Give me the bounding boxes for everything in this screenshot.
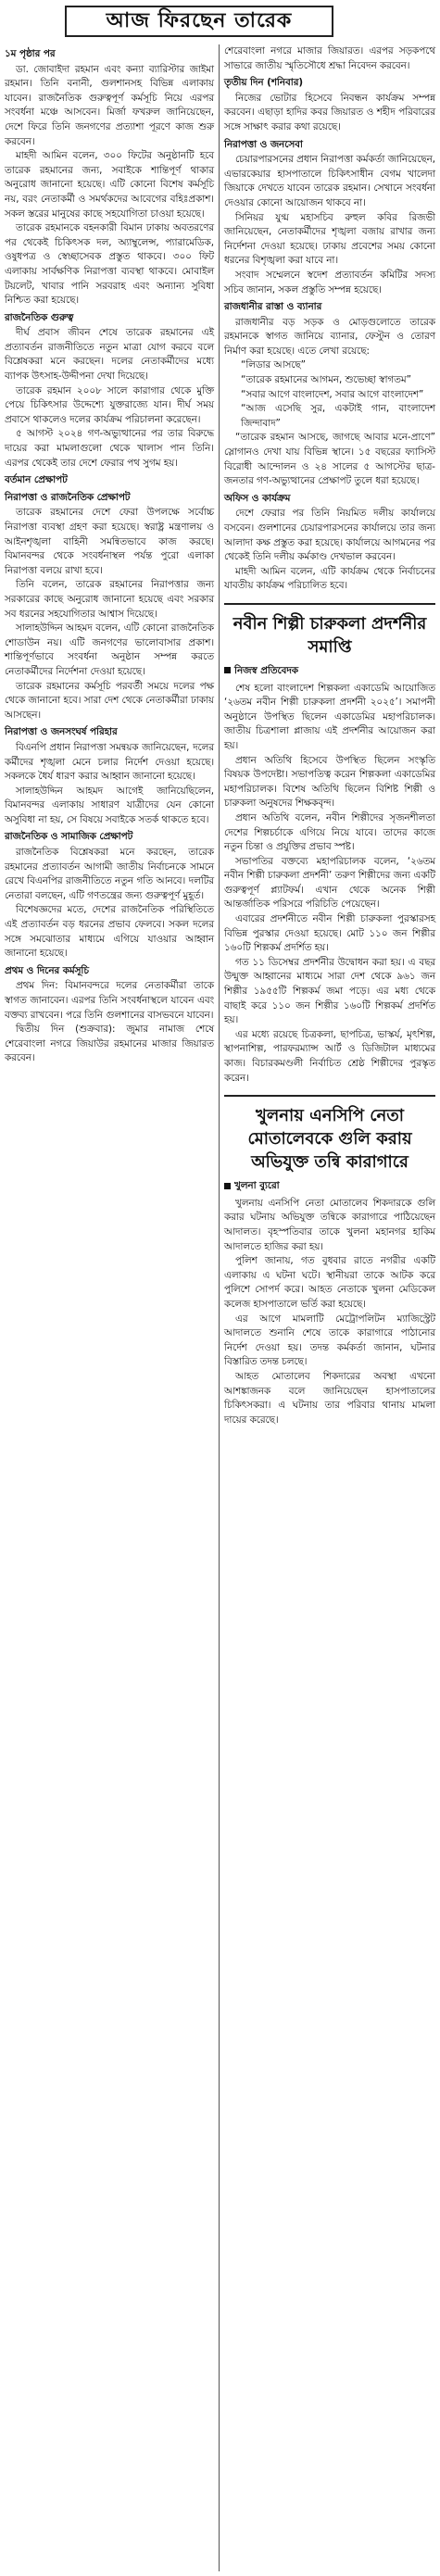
paragraph: প্রধান অতিথি বলেন, নবীন শিল্পীদের সৃজনশীলতা দেশের শিল্পচর্চাকে এগিয়ে নিয়ে যাবে। তাদের কাজে নতুন চিন্তা ও প্রযুক্তির প্রভাব স্পষ্ট। (224, 811, 435, 853)
paragraph: ডা. জোবাইদা রহমান এবং কন্যা ব্যারিস্টার জাইমা রহমান। তিনি বনানী, গুলশানসহ বিভিন্ন এলাকায় যাবেন। রাজনৈতিক গুরুত্বপূর্ণ কর্মসূচি নিয়ে এরপর সংবর্ধনা মঞ্চে আসবেন। মির্জা ফখরুল জানিয়েছেন, দেশে ফিরে তিনি জনগণের প্রত্যাশা পূরণে কাজ শুরু করবেন। (5, 63, 214, 147)
paragraph: “তারেক রহমান আসছে, জাগছে আবার মনে-প্রাণে” স্লোগানও দেখা যায় বিভিন্ন স্থানে। ১৫ বছরের ফ্যাসিস্ট বিরোধী আন্দোলন ও ২৪ সালের ৫ আগস্টের ছাত্র-জনতার গণ-অভ্যুত্থানের প্রেক্ষাপট তুলে ধরা হয়েছে। (224, 432, 435, 487)
paragraph: তারেক রহমানের কর্মসূচি পরবর্তী সময়ে দলের পক্ষ থেকে জানানো হবে। সারা দেশ থেকে নেতাকর্মীরা ঢাকায় আসছেন। (5, 680, 214, 721)
paragraph: তারেক রহমানকে বহনকারী বিমান ঢাকায় অবতরণের পর থেকেই চিকিৎসক দল, অ্যাম্বুলেন্স, প্যারামেডিক, ওষুধপত্র ও স্বেচ্ছাসেবক প্রস্তুত থাকবে। ৩০০ ফিট এলাকায় সার্বক্ষণিক নিরাপত্তা ব্যবস্থা থাকবে। মোবাইল টয়লেট, খাবার পানি সরবরাহ এবং অন্যান্য সুবিধা নিশ্চিত করা হয়েছে। (5, 222, 214, 307)
subhead: প্রথম ও দিনের কর্মসূচি (5, 964, 89, 976)
paragraph: সালাহউদ্দিন আহমদ আগেই জানিয়েছিলেন, বিমানবন্দর এলাকায় সাধারণ যাত্রীদের যেন কোনো অসুবিধা না হয়, সে বিষয়ে সবাইকে সতর্ক থাকতে হবে। (5, 785, 214, 825)
paragraph: সংবাদ সম্মেলনে স্বদেশ প্রত্যাবর্তন কমিটির সদস্য সচিব জানান, সকল প্রস্তুতি সম্পন্ন হয়েছে। (224, 269, 435, 295)
subhead: নিরাপত্তা ও জনসেবা (224, 138, 303, 150)
paragraph: তারেক রহমানের দেশে ফেরা উপলক্ষে সর্বোচ্চ নিরাপত্তা ব্যবস্থা গ্রহণ করা হয়েছে। স্বরাষ্ট্র মন্ত্রণালয় ও আইনশৃঙ্খলা বাহিনী সমন্বিতভাবে কাজ করছে। বিমানবন্দর থেকে সংবর্ধনাস্থল পর্যন্ত পুরো এলাকা নিরাপত্তা বলয়ে রাখা হবে। (5, 507, 214, 576)
article-title: খুলনায় এনসিপি নেতা মোতালেবকে গুলি করায় অভিযুক্ত তন্বি কারাগারে (247, 1106, 412, 1173)
paragraph: এবারের প্রদর্শনীতে নবীন শিল্পী চারুকলা পুরস্কারসহ বিভিন্ন পুরস্কার দেওয়া হয়েছে। মোট ১১০ জন শিল্পীর ১৬০টি শিল্পকর্ম প্রদর্শিত হয়। (224, 913, 435, 954)
paragraph: দীর্ঘ প্রবাস জীবন শেষে তারেক রহমানের এই প্রত্যাবর্তন রাজনীতিতে নতুন মাত্রা যোগ করবে বলে বিশ্লেষকরা মনে করছেন। দলের নেতাকর্মীদের মধ্যে ব্যাপক উৎসাহ-উদ্দীপনা দেখা দিয়েছে। (5, 327, 214, 383)
paragraph: শেরেবাংলা নগরে মাজার জিয়ারত। এরপর সড়কপথে সাভারে জাতীয় স্মৃতিসৌধে শ্রদ্ধা নিবেদন করবেন। (224, 45, 435, 71)
paragraph: পুলিশ জানায়, গত বুধবার রাতে নগরীর একটি এলাকায় এ ঘটনা ঘটে। স্থানীয়রা তাকে আটক করে পুলিশে সোপর্দ করে। আহত নেতাকে খুলনা মেডিকেল কলেজ হাসপাতালে ভর্তি করা হয়েছে। (224, 1255, 435, 1310)
paragraph: আহত মোতালেব শিকদারের অবস্থা এখনো আশঙ্কাজনক বলে জানিয়েছেন হাসপাতালের চিকিৎসকরা। এ ঘটনায় তার পরিবার থানায় মামলা দায়ের করেছে। (224, 1370, 435, 1426)
subhead: রাজনৈতিক গুরুত্ব (5, 311, 74, 323)
subhead: তৃতীয় দিন (শনিবার) (224, 77, 304, 89)
paragraph: প্রথম দিন: বিমানবন্দরে দলের নেতাকর্মীরা তাকে স্বাগত জানাবেন। এরপর তিনি সংবর্ধনাস্থলে যাবেন এবং বক্তব্য রাখবেন। পরে তিনি গুলশানের বাসভবনে যাবেন। (5, 980, 214, 1021)
subhead: বর্তমান প্রেক্ষাপট (5, 474, 68, 486)
paragraph: দেশে ফেরার পর তিনি নিয়মিত দলীয় কার্যালয়ে বসবেন। গুলশানের চেয়ারপারসনের কার্যালয়ে তার জন্য আলাদা কক্ষ প্রস্তুত করা হয়েছে। কার্যালয়ে আগমনের পর থেকেই তিনি দলীয় কর্মকাণ্ড দেখভাল করবেন। (224, 508, 435, 563)
paragraph: সালাহউদ্দিন আহমদ বলেন, এটি কোনো রাজনৈতিক শোডাউন নয়। এটি জনগণের ভালোবাসার প্রকাশ। শান্তিপূর্ণভাবে সংবর্ধনা অনুষ্ঠান সম্পন্ন করতে নেতাকর্মীদের নির্দেশনা দেওয়া হয়েছে। (5, 622, 214, 677)
left-column (5, 44, 214, 1066)
paragraph: দ্বিতীয় দিন (শুক্রবার): জুমার নামাজ শেষে শেরেবাংলা নগরে জিয়াউর রহমানের মাজার জিয়ারত করবেন। (5, 1024, 214, 1064)
banner-quote: “আজ এসেছি সুর, একটাই গান, বাংলাদেশ জিন্দাবাদ” (241, 403, 435, 429)
subhead: নিরাপত্তা ও জনসংঘর্ষ পরিহার (5, 726, 118, 738)
paragraph: খুলনায় এনসিপি নেতা মোতালেব শিকদারকে গুলি করার ঘটনায় অভিযুক্ত তন্বিকে কারাগারে পাঠিয়েছেন আদালত। বৃহস্পতিবার তাকে খুলনা মহানগর হাকিম আদালতে হাজির করা হয়। (224, 1197, 435, 1252)
paragraph: রাজনৈতিক বিশ্লেষকরা মনে করছেন, তারেক রহমানের প্রত্যাবর্তন আগামী জাতীয় নির্বাচনকে সামনে রেখে বিএনপির রাজনীতিতে নতুন গতি আনবে। দলটির নেতারা বলছেন, এটি গণতন্ত্রের জন্য গুরুত্বপূর্ণ মুহূর্ত। (5, 847, 214, 901)
paragraph: এর আগে মামলাটি মেট্রোপলিটন ম্যাজিস্ট্রেট আদালতে শুনানি শেষে তাকে কারাগারে পাঠানোর নির্দেশ দেওয়া হয়। তদন্ত কর্মকর্তা জানান, ঘটনার বিস্তারিত তদন্ত চলছে। (224, 1313, 435, 1368)
subhead: রাজধানীর রাস্তা ও ব্যানার (224, 301, 322, 313)
jump-label: ১ম পৃষ্ঠার পর (5, 48, 56, 59)
headline-box (65, 6, 333, 37)
paragraph: এর মধ্যে রয়েছে চিত্রকলা, ছাপচিত্র, ভাস্কর্য, মৃৎশিল্প, স্থাপনাশিল্প, পারফরম্যান্স আর্ট ও ডিজিটাল মাধ্যমের কাজ। বিচারকমণ্ডলী নির্বাচিত শ্রেষ্ঠ শিল্পীদের পুরস্কৃত করেন। (224, 1028, 435, 1084)
paragraph: তিনি বলেন, তারেক রহমানের নিরাপত্তার জন্য সরকারের কাছে অনুরোধ জানানো হয়েছে এবং সরকার সব ধরনের সহযোগিতার আশ্বাস দিয়েছে। (5, 579, 214, 620)
paragraph: রাজধানীর বড় সড়ক ও মোড়গুলোতে তারেক রহমানকে স্বাগত জানিয়ে ব্যানার, ফেস্টুন ও তোরণ নির্মাণ করা হয়েছে। এতে লেখা রয়েছে: (224, 316, 435, 357)
right-column (224, 44, 435, 1427)
paragraph: প্রধান অতিথি হিসেবে উপস্থিত ছিলেন সংস্কৃতি বিষয়ক উপদেষ্টা। সভাপতিত্ব করেন শিল্পকলা একাডেমির মহাপরিচালক। বিশেষ অতিথি ছিলেন বিশিষ্ট শিল্পী ও চারুকলা অনুষদের শিক্ষকবৃন্দ। (224, 754, 435, 810)
paragraph: সভাপতির বক্তব্যে মহাপরিচালক বলেন, ‘২৬তম নবীন শিল্পী চারুকলা প্রদর্শনী’ তরুণ শিল্পীদের জন্য একটি গুরুত্বপূর্ণ প্ল্যাটফর্ম। এখান থেকে অনেক শিল্পী আন্তর্জাতিক পরিসরে পরিচিতি পেয়েছেন। (224, 855, 435, 911)
paragraph: শেষ হলো বাংলাদেশ শিল্পকলা একাডেমি আয়োজিত ‘২৬তম নবীন শিল্পী চারুকলা প্রদর্শনী ২০২৫’। সমাপনী অনুষ্ঠানে উপস্থিত ছিলেন একাডেমির মহাপরিচালক। জাতীয় চিত্রশালা প্লাজায় এই প্রদর্শনীর আয়োজন করা হয়। (224, 682, 435, 751)
banner-quote: “লিডার আসছে” (241, 359, 306, 371)
banner-quote: “সবার আগে বাংলাদেশ, সবার আগে বাংলাদেশ” (241, 388, 424, 400)
subhead: নিরাপত্তা ও রাজনৈতিক প্রেক্ষাপট (5, 491, 131, 503)
subhead: অফিস ও কার্যক্রম (224, 492, 291, 504)
byline: খুলনা ব্যুরো (224, 1179, 435, 1194)
subhead: রাজনৈতিক ও সামাজিক প্রেক্ষাপট (5, 831, 133, 843)
byline: নিজস্ব প্রতিবেদক (224, 664, 435, 679)
bullet-square-icon (224, 667, 231, 673)
headline: আজ ফিরছেন তারেক (106, 8, 293, 32)
paragraph: সিনিয়র যুগ্ম মহাসচিব রুহুল কবির রিজভী জানিয়েছেন, নেতাকর্মীদের শৃঙ্খলা বজায় রাখার জন্য নির্দেশনা দেওয়া হয়েছে। ঢাকায় প্রবেশের সময় কোনো ধরনের বিশৃঙ্খলা করা যাবে না। (224, 211, 435, 267)
paragraph: নিজের ভোটার হিসেবে নিবন্ধন কার্যক্রম সম্পন্ন করবেন। এছাড়া হাদির কবর জিয়ারত ও শহীদ পরিবারের সঙ্গে সাক্ষাৎ করার কথা রয়েছে। (224, 92, 435, 132)
banner-quote: “তারেক রহমানের আগমন, শুভেচ্ছা স্বাগতম” (241, 374, 411, 386)
paragraph: ৫ আগস্ট ২০২৪ গণ-অভ্যুত্থানের পর তার বিরুদ্ধে দায়ের করা মামলাগুলো থেকে খালাস পান তিনি। এরপর থেকেই তার দেশে ফেরার পথ সুগম হয়। (5, 428, 214, 469)
paragraph: বিএনপি প্রধান নিরাপত্তা সমন্বয়ক জানিয়েছেন, দলের কর্মীদের শৃঙ্খলা মেনে চলার নির্দেশ দেওয়া হয়েছে। সকলকে ধৈর্য ধারণ করার আহ্বান জানানো হয়েছে। (5, 741, 214, 783)
paragraph: মাহদী আমিন বলেন, এটি কার্যক্রম থেকে নির্বাচনের যাবতীয় কার্যক্রম পরিচালিত হবে। (224, 565, 435, 592)
paragraph: চেয়ারপারসনের প্রধান নিরাপত্তা কর্মকর্তা জানিয়েছেন, এভারকেয়ার হাসপাতালে চিকিৎসাধীন বেগম খালেদা জিয়াকে দেখতে যাবেন তারেক রহমান। সেখানে সংবর্ধনা দেওয়ার কোনো আয়োজন থাকবে না। (224, 154, 435, 208)
column-divider (219, 44, 220, 2571)
paragraph: গত ১১ ডিসেম্বর প্রদর্শনীর উদ্বোধন করা হয়। এ বছর উন্মুক্ত আহ্বানের মাধ্যমে সারা দেশ থেকে ৯৬১ জন শিল্পীর ১৯৫৫টি শিল্পকর্ম জমা পড়ে। এর মধ্য থেকে বাছাই করে ১১০ জন শিল্পীর ১৬০টি শিল্পকর্ম প্রদর্শিত হয়। (224, 956, 435, 1026)
paragraph: বিশেষজ্ঞদের মতে, দেশের রাজনৈতিক পরিস্থিতিতে এই প্রত্যাবর্তন বড় ধরনের প্রভাব ফেলবে। সকল দলের সঙ্গে সমঝোতার মাধ্যমে এগিয়ে যাওয়ার আহ্বান জানানো হয়েছে। (5, 904, 214, 960)
khulna-article (224, 1095, 435, 1427)
paragraph: মাহদী আমিন বলেন, ৩০০ ফিটের অনুষ্ঠানটি হবে তারেক রহমানের জন্য, সবাইকে শান্তিপূর্ণ থাকার অনুরোধ জানানো হয়েছে। এটি কোনো বিশেষ কর্মসূচি নয়, বরং নেতাকর্মী ও সমর্থকদের আবেগের বহিঃপ্রকাশ। সকল স্তরের মানুষের কাছে সহযোগিতা চাওয়া হয়েছে। (5, 150, 214, 220)
article-title: নবীন শিল্পী চারুকলা প্রদর্শনীর সমাপ্তি (233, 613, 427, 657)
bullet-square-icon (224, 1183, 231, 1189)
art-exhibition-article (224, 603, 435, 1086)
paragraph: তারেক রহমান ২০০৮ সালে কারাগার থেকে মুক্তি পেয়ে চিকিৎসার উদ্দেশ্যে যুক্তরাজ্যে যান। দীর্ঘ সময় প্রবাসে থাকলেও দলের কার্যক্রম পরিচালনা করেছেন। (5, 384, 214, 425)
